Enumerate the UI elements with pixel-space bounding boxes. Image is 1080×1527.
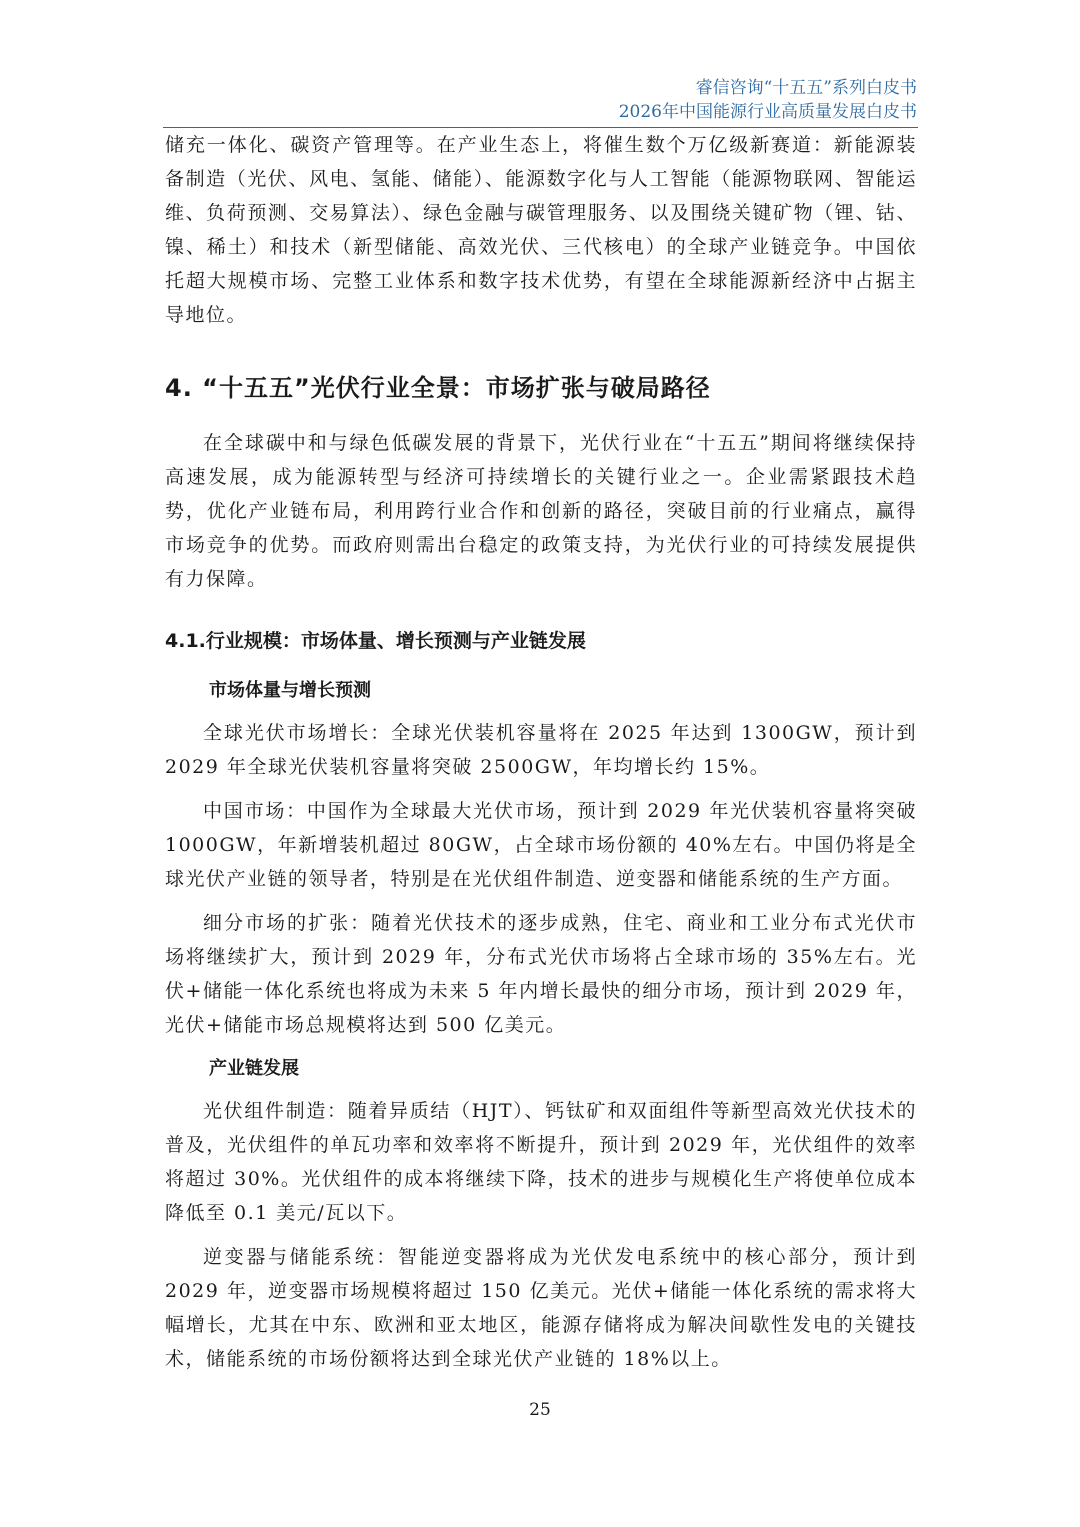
header-document-title: 2026年中国能源行业高质量发展白皮书 [618, 102, 917, 122]
paragraph-china-market: 中国市场：中国作为全球最大光伏市场，预计到 2029 年光伏装机容量将突破 1000GW，年新增装机超过 80GW，占全球市场份额的 40%左右。中国仍将是全球光伏产业链的领导者，特别是在光伏组件制造、逆变器和储能系统的生产方面。 [165, 800, 917, 890]
section-4-heading: 4. “十五五”光伏行业全景：市场扩张与破局路径 [165, 374, 711, 402]
paragraph-segment-expansion: 细分市场的扩张：随着光伏技术的逐步成熟，住宅、商业和工业分布式光伏市场将继续扩大，预计到 2029 年，分布式光伏市场将占全球市场的 35%左右。光伏+储能一体化系统也将成为未来 5 年内增长最快的细分市场，预计到 2029 年，光伏+储能市场总规模将达到 500 亿美元。 [165, 912, 917, 1036]
paragraph-global-market: 全球光伏市场增长：全球光伏装机容量将在 2025 年达到 1300GW，预计到 2029 年全球光伏装机容量将突破 2500GW，年均增长约 15%。 [165, 722, 917, 778]
subheading-industry-chain: 产业链发展 [209, 1058, 299, 1079]
intro-paragraph: 储充一体化、碳资产管理等。在产业生态上，将催生数个万亿级新赛道：新能源装备制造（光伏、风电、氢能、储能）、能源数字化与人工智能（能源物联网、智能运维、负荷预测、交易算法）、绿色金融与碳管理服务、以及围绕关键矿物（锂、钴、镍、稀土）和技术（新型储能、高效光伏、三代核电）的全球产业链竞争。中国依托超大规模市场、完整工业体系和数字技术优势，有望在全球能源新经济中占据主导地位。 [165, 134, 917, 326]
paragraph-module-manufacturing: 光伏组件制造：随着异质结（HJT）、钙钛矿和双面组件等新型高效光伏技术的普及，光伏组件的单瓦功率和效率将不断提升，预计到 2029 年，光伏组件的效率将超过 30%。光伏组件的成本将继续下降，技术的进步与规模化生产将使单位成本降低至 0.1 美元/瓦以下。 [165, 1100, 917, 1224]
section-4-1-heading: 4.1.行业规模：市场体量、增长预测与产业链发展 [165, 630, 586, 652]
paragraph-inverter-storage: 逆变器与储能系统：智能逆变器将成为光伏发电系统中的核心部分，预计到 2029 年，逆变器市场规模将超过 150 亿美元。光伏+储能一体化系统的需求将大幅增长，尤其在中东、欧洲和亚太地区，能源存储将成为解决间歇性发电的关键技术，储能系统的市场份额将达到全球光伏产业链的 18%以上。 [165, 1246, 917, 1370]
page-number: 25 [529, 1400, 551, 1420]
header-series-title: 睿信咨询“十五五”系列白皮书 [695, 78, 917, 98]
page-content [165, 128, 917, 1376]
running-header [619, 76, 917, 124]
subheading-market-volume: 市场体量与增长预测 [209, 680, 371, 701]
section-4-paragraph: 在全球碳中和与绿色低碳发展的背景下，光伏行业在“十五五”期间将继续保持高速发展，成为能源转型与经济可持续增长的关键行业之一。企业需紧跟技术趋势，优化产业链布局，利用跨行业合作和创新的路径，突破目前的行业痛点，赢得市场竞争的优势。而政府则需出台稳定的政策支持，为光伏行业的可持续发展提供有力保障。 [165, 432, 917, 590]
